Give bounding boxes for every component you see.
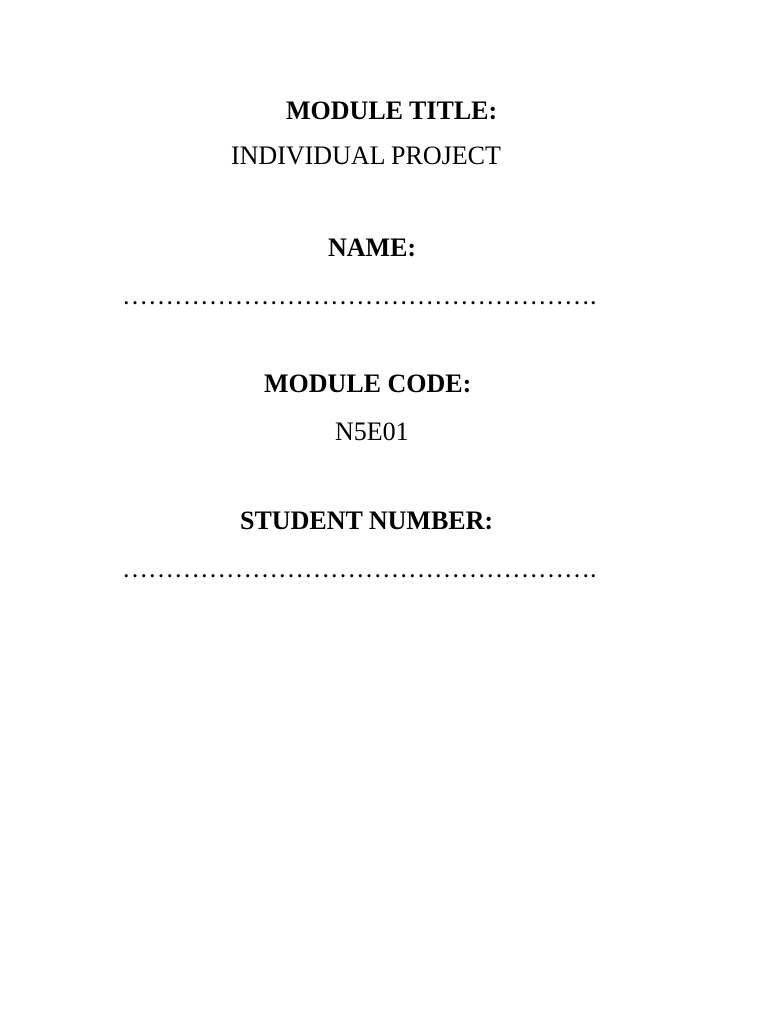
- module-code-value: N5E01: [335, 417, 409, 446]
- student-number-blank-line: ……………………………………………….: [122, 554, 597, 583]
- module-code-label: MODULE CODE:: [264, 369, 472, 398]
- name-label: NAME:: [328, 233, 417, 262]
- module-title-label: MODULE TITLE:: [286, 96, 498, 125]
- module-title-value: INDIVIDUAL PROJECT: [231, 141, 501, 170]
- name-blank-line: ……………………………………………….: [122, 281, 597, 310]
- student-number-label: STUDENT NUMBER:: [240, 506, 494, 535]
